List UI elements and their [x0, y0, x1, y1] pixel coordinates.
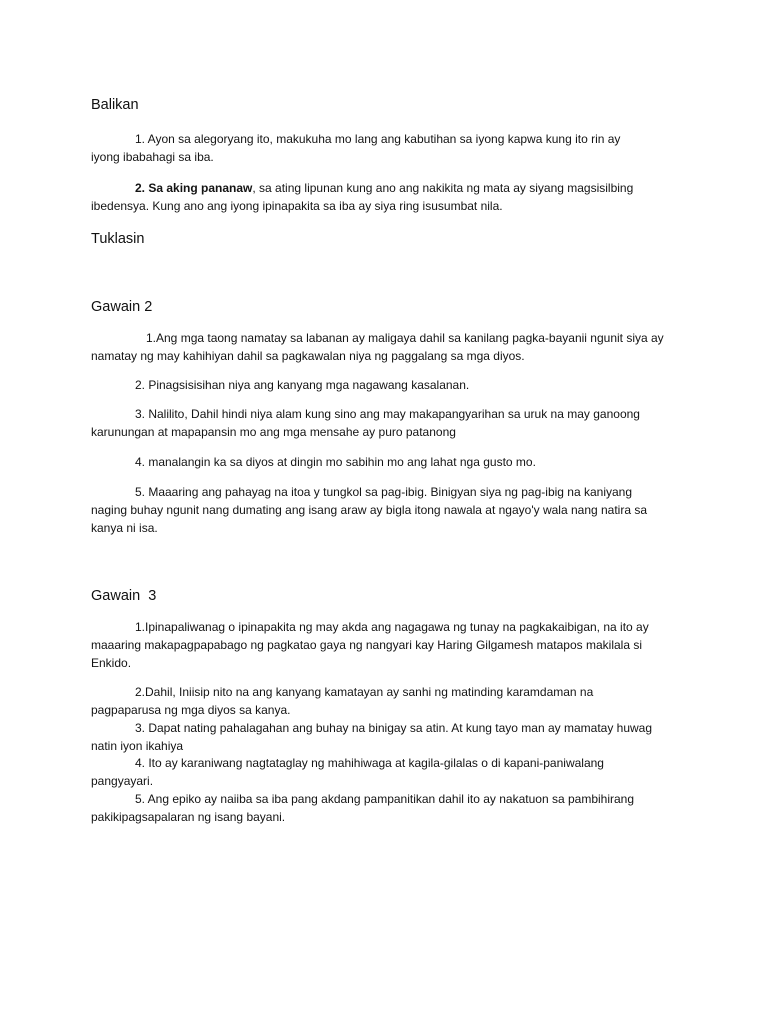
text-line: 2.Dahil, Iniisip nito na ang kanyang kamatayan ay sanhi ng matinding karamdaman na — [135, 685, 594, 699]
text-line: pagpaparusa ng mga diyos sa kanya. — [91, 702, 291, 717]
balikan-item-2 — [91, 180, 633, 216]
text-line: iyong ibabahagi sa iba. — [91, 149, 214, 164]
heading-gawain-3: Gawain 3 — [91, 588, 157, 604]
text-line: 4. Ito ay karaniwang nagtataglay ng mahihiwaga at kagila-gilalas o di kapani-paniwalang — [135, 756, 604, 770]
text-line: pangyayari. — [91, 773, 154, 788]
text-line: natin iyon ikahiya — [91, 738, 184, 753]
text-line: Enkido. — [91, 655, 132, 670]
heading-tuklasin: Tuklasin — [91, 231, 145, 247]
text-line: 1.Ipinapaliwanag o ipinapakita ng may akda ang nagagawa ng tunay na pagkakaibigan, na ito ay — [135, 620, 649, 634]
text-line: pakikipagsapalaran ng isang bayani. — [91, 809, 286, 824]
text-line — [91, 180, 633, 198]
gawain2-item-3 — [91, 406, 640, 442]
heading-balikan: Balikan — [91, 97, 139, 113]
text-line: 3. Nalilito, Dahil hindi niya alam kung sino ang may makapangyarihan sa uruk na may ganoong — [135, 407, 640, 421]
text-line: 2. Pinagsisisihan niya ang kanyang mga nagawang kasalanan. — [135, 378, 470, 392]
bold-lead: 2. Sa aking pananaw — [135, 181, 253, 195]
gawain2-item-2 — [91, 377, 469, 395]
gawain2-item-4 — [91, 454, 536, 472]
text-run: , sa ating lipunan kung ano ang nakikita ng mata ay siyang magsisilbing — [252, 181, 634, 195]
balikan-item-1 — [91, 131, 620, 167]
text-line: 5. Maaaring ang pahayag na itoa y tungkol sa pag-ibig. Binigyan siya ng pag-ibig na kaniyang — [135, 485, 633, 499]
text-line: 1. Ayon sa alegoryang ito, makukuha mo lang ang kabutihan sa iyong kapwa kung ito rin ay — [135, 132, 621, 146]
heading-gawain-2: Gawain 2 — [91, 299, 153, 315]
text-line: ibedensya. Kung ano ang iyong ipinapakita sa iba ay siya ring isusumbat nila. — [91, 198, 503, 213]
gawain3-item-1 — [91, 619, 649, 673]
gawain2-item-1 — [91, 330, 664, 366]
gawain3-item-3 — [91, 720, 652, 756]
gawain2-item-5 — [91, 484, 647, 538]
text-line: 4. manalangin ka sa diyos at dingin mo sabihin mo ang lahat nga gusto mo. — [135, 455, 536, 469]
text-line: maaaring makapagpapabago ng pagkatao gaya ng nangyari kay Haring Gilgamesh matapos makilala si — [91, 637, 643, 652]
text-line: 3. Dapat nating pahalagahan ang buhay na binigay sa atin. At kung tayo man ay mamatay huwag — [135, 721, 653, 735]
text-line: karunungan at mapapansin mo ang mga mensahe ay puro patanong — [91, 424, 456, 439]
text-line: kanya ni isa. — [91, 520, 158, 535]
text-line: namatay ng may kahihiyan dahil sa pagkawalan niya ng paggalang sa mga diyos. — [91, 348, 525, 363]
text-line: 5. Ang epiko ay naiiba sa iba pang akdang pampanitikan dahil ito ay nakatuon sa pambihirang — [135, 792, 635, 806]
text-line: 1.Ang mga taong namatay sa labanan ay maligaya dahil sa kanilang pagka-bayanii ngunit siya ay — [146, 331, 664, 345]
text-line: naging buhay ngunit nang dumating ang isang araw ay bigla itong nawala at ngayo'y wala nang natira sa — [91, 502, 648, 517]
gawain3-item-4 — [91, 755, 604, 791]
gawain3-item-5 — [91, 791, 634, 827]
gawain3-item-2 — [91, 684, 593, 720]
